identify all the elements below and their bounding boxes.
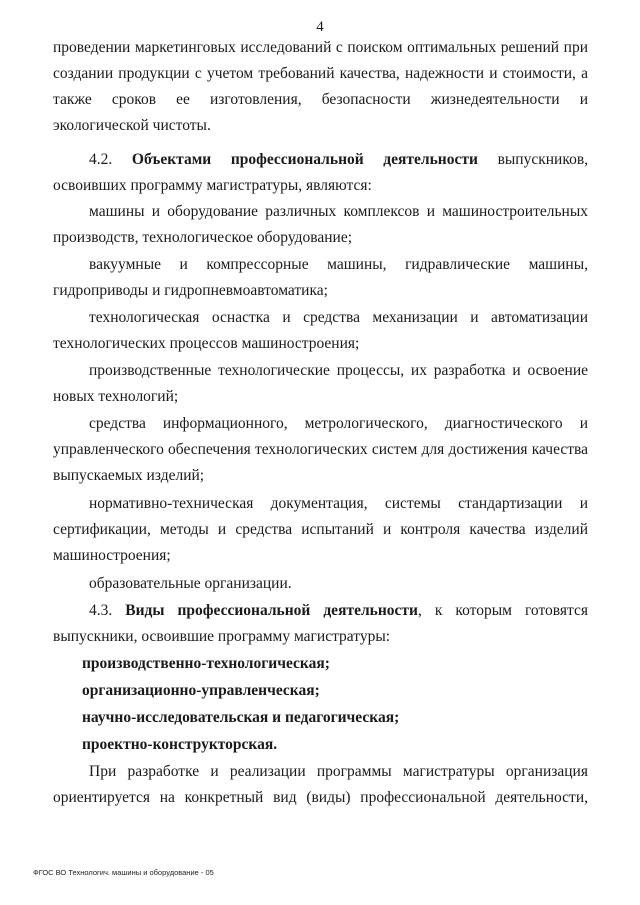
intro-paragraph: проведении маркетинговых исследований с поиском оптимальных решений при создании продукции с учетом требований качества, надежности и стоимости, а также сроков ее изготовления, безопасности жизнедеятельности и экологической чистоты. — [53, 39, 588, 134]
section-4-2-number: 4.2. — [89, 151, 113, 168]
closing-paragraph: При разработке и реализации программы магистратуры организация ориентируется на конкретный вид (виды) профессиональной деятельности, — [53, 763, 588, 806]
section-4-2-paragraph — [53, 147, 588, 199]
object-item-3: технологическая оснастка и средства механизации и автоматизации технологических процессов машиностроения; — [53, 309, 588, 352]
activity-item-1: производственно-технологическая; — [82, 655, 330, 672]
section-4-2-heading: Объектами профессиональной деятельности — [131, 151, 478, 168]
object-item-1: машины и оборудование различных комплексов и машиностроительных производств, технологическое оборудование; — [53, 203, 588, 246]
activity-item-4: проектно-конструкторская. — [82, 736, 278, 753]
object-item-4: производственные технологические процессы, их разработка и освоение новых технологий; — [53, 362, 588, 405]
footer-text: ФГОС ВО Технологич. машины и оборудование - 05 — [33, 868, 214, 877]
activity-item-3: научно-исследовательская и педагогическая; — [82, 709, 400, 726]
object-item-6: нормативно-техническая документация, системы стандартизации и сертификации, методы и средства испытаний и контроля качества изделий машиностроения; — [53, 495, 588, 564]
section-4-3-number: 4.3. — [89, 602, 113, 619]
section-4-3-text: , к которым готовятся выпускники, освоившие программу магистратуры: — [53, 602, 589, 645]
activity-item-2: организационно-управленческая; — [82, 682, 320, 699]
section-4-2-text: выпускников, освоивших программу магистратуры, являются: — [53, 151, 589, 194]
page-number: 4 — [316, 19, 324, 35]
object-item-5: средства информационного, метрологического, диагностического и управленческого обеспечения технологических систем для достижения качества выпускаемых изделий; — [53, 415, 588, 484]
section-4-3-paragraph — [53, 598, 588, 650]
object-item-2: вакуумные и компрессорные машины, гидравлические машины, гидроприводы и гидропневмоавтоматика; — [53, 256, 588, 299]
object-item-7: образовательные организации. — [89, 575, 292, 592]
section-4-3-heading: Виды профессиональной деятельности — [125, 602, 418, 619]
